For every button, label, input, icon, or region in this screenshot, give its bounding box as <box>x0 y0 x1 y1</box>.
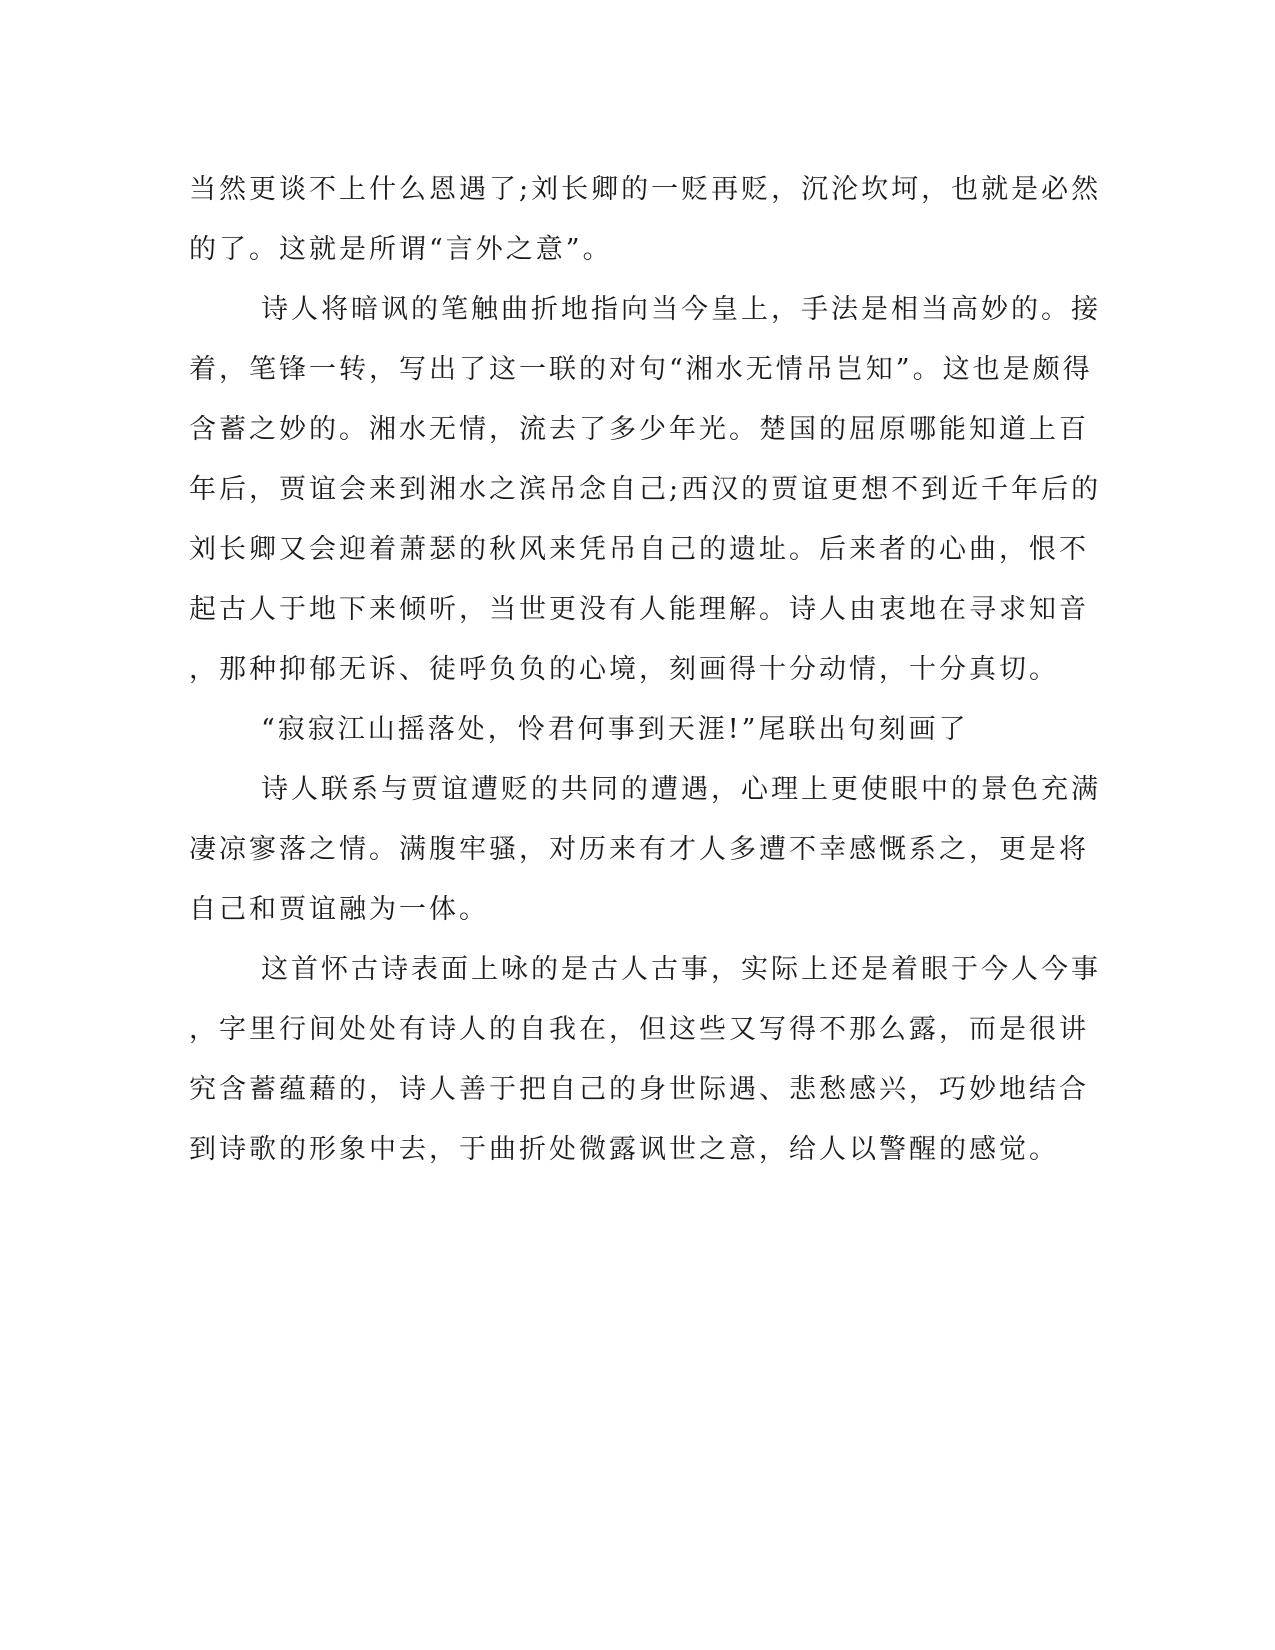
text-line: ，字里行间处处有诗人的自我在，但这些又写得不那么露，而是很讲 <box>189 1014 1089 1045</box>
text-line: 的了。这就是所谓“言外之意”。 <box>189 234 613 265</box>
text-line: 自己和贾谊融为一体。 <box>189 894 489 925</box>
text-line: 当然更谈不上什么恩遇了;刘长卿的一贬再贬，沉沦坎坷，也就是必然 <box>189 174 1102 205</box>
text-line: 究含蓄蕴藉的，诗人善于把自己的身世际遇、悲愁感兴，巧妙地结合 <box>189 1074 1089 1105</box>
paragraph-3 <box>189 700 1089 760</box>
text-line: 到诗歌的形象中去，于曲折处微露讽世之意，给人以警醒的感觉。 <box>189 1134 1059 1165</box>
text-line: 刘长卿又会迎着萧瑟的秋风来凭吊自己的遗址。后来者的心曲，恨不 <box>189 534 1089 565</box>
text-line: 着，笔锋一转，写出了这一联的对句“湘水无情吊岂知”。这也是颇得 <box>189 354 1093 385</box>
paragraph-4 <box>189 760 1101 940</box>
text-line: 年后，贾谊会来到湘水之滨吊念自己;西汉的贾谊更想不到近千年后的 <box>189 474 1102 505</box>
text-line: “寂寂江山摇落处，怜君何事到天涯!”尾联出句刻画了 <box>261 714 969 745</box>
paragraph-1 <box>189 160 1102 280</box>
text-line: 诗人将暗讽的笔触曲折地指向当今皇上，手法是相当高妙的。接 <box>261 294 1101 325</box>
text-line: 起古人于地下来倾听，当世更没有人能理解。诗人由衷地在寻求知音 <box>189 594 1089 625</box>
text-line: 含蓄之妙的。湘水无情，流去了多少年光。楚国的屈原哪能知道上百 <box>189 414 1089 445</box>
text-line: 这首怀古诗表面上咏的是古人古事，实际上还是着眼于今人今事 <box>261 954 1101 985</box>
text-line: 诗人联系与贾谊遭贬的共同的遭遇，心理上更使眼中的景色充满 <box>261 774 1101 805</box>
body-text <box>189 160 1102 1180</box>
paragraph-2 <box>189 280 1102 700</box>
text-line: 凄凉寥落之情。满腹牢骚，对历来有才人多遭不幸感慨系之，更是将 <box>189 834 1089 865</box>
paragraph-5 <box>189 940 1101 1180</box>
text-line: ，那种抑郁无诉、徒呼负负的心境，刻画得十分动情，十分真切。 <box>189 654 1059 685</box>
